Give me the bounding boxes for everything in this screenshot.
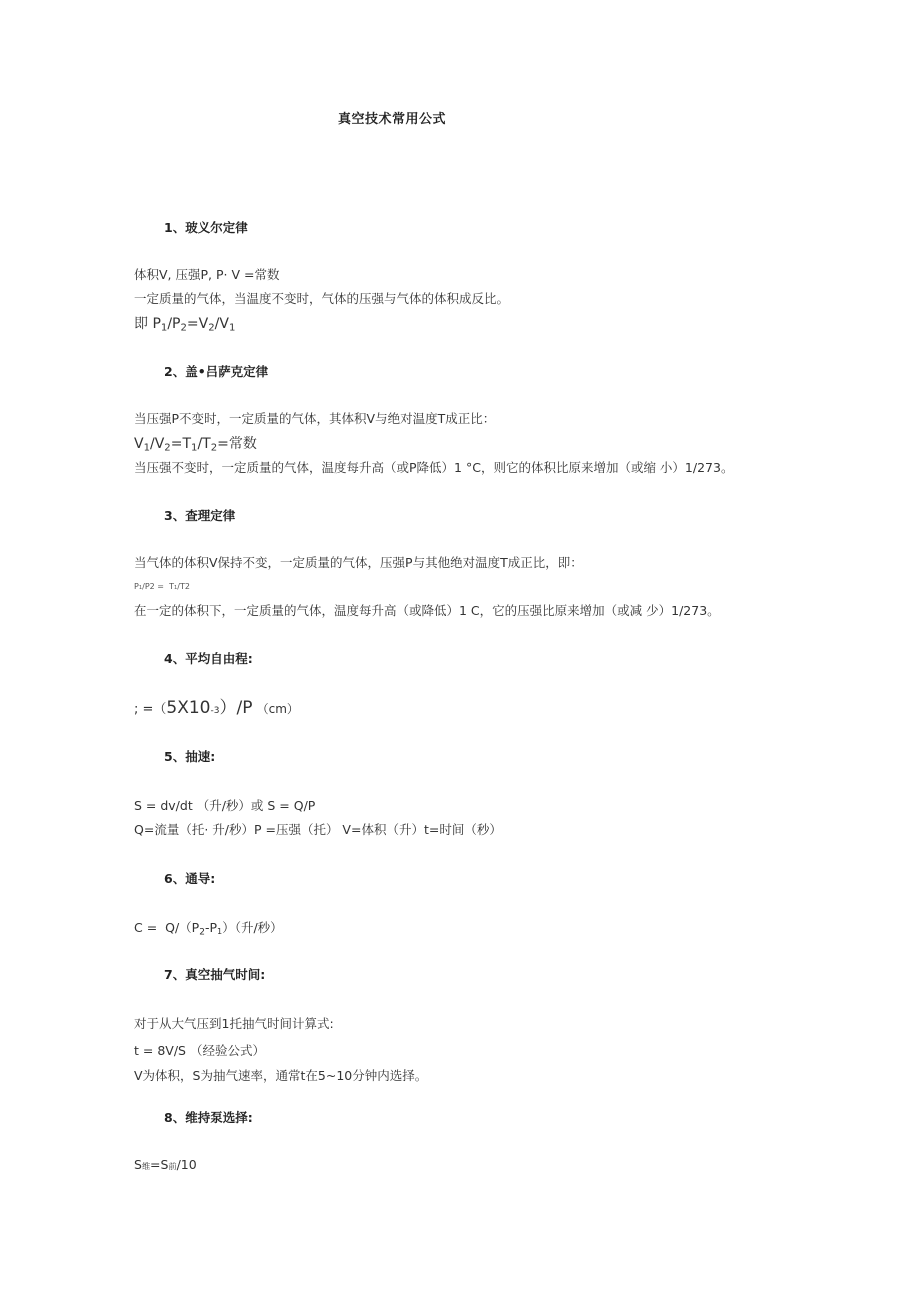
section-2-formula: $V_1/V_2=T_1/T_2=$常数 — [134, 436, 257, 454]
section-3-heading: 3、查理定律 — [164, 508, 236, 523]
section-5-line-1: S = dv/dt （升/秒）或 S = Q/P — [134, 798, 316, 813]
section-1-formula — [134, 313, 235, 333]
section-5-heading: 5、抽速: — [164, 749, 216, 764]
section-8-heading: 8、维持泵选择: — [164, 1110, 253, 1125]
section-6-heading: 6、通导: — [164, 871, 216, 886]
page-title: 真空技术常用公式 — [338, 112, 447, 127]
section-2-line-1: 当压强P不变时，一定质量的气体，其体积V与绝对温度T成正比： — [134, 411, 496, 426]
section-4-formula — [134, 693, 299, 718]
section-1-heading: 1、玻义尔定律 — [164, 220, 248, 235]
section-3-line-1: 当气体的体积V保持不变，一定质量的气体，压强P与其他绝对温度T成正比，即： — [134, 555, 583, 570]
mfp-prefix: ; =（ — [134, 702, 167, 717]
formula-prefix: 即 — [134, 316, 153, 332]
mfp-main: 5X10 — [166, 698, 211, 718]
section-1-line-2: 一定质量的气体，当温度不变时，气体的压强与气体的体积成反比。 — [134, 291, 510, 306]
section-7-line-2: t = 8V/S （经验公式） — [134, 1043, 265, 1058]
section-6-formula: $C = Q/(P_2-P_1)$（升/秒） — [134, 920, 283, 938]
mfp-suffix: ）/P — [219, 698, 253, 718]
mfp-unit: （cm） — [256, 702, 299, 716]
section-5-line-2: Q=流量（托· 升/秒）P =压强（托） V=体积（升）t=时间（秒） — [134, 822, 502, 837]
section-7-line-3: V为体积，S为抽气速率，通常t在5~10分钟内选择。 — [134, 1068, 428, 1083]
boyle-formula: $P_1/P_2=V_2/V_1$ — [152, 316, 236, 334]
section-3-formula: P1/P2 = T1/T2 — [134, 582, 190, 591]
section-2-line-2: 当压强不变时，一定质量的气体，温度每升高（或P降低）1 °C，则它的体积比原来增加（或缩 小）1/273。 — [134, 460, 734, 475]
section-1-line-1: 体积V, 压强P, P· V =常数 — [134, 267, 280, 282]
section-2-heading: 2、盖•吕萨克定律 — [164, 364, 269, 379]
mfp-exp: -3 — [210, 706, 220, 716]
section-3-line-2: 在一定的体积下，一定质量的气体，温度每升高（或降低）1 C，它的压强比原来增加（或减 少）1/273。 — [134, 603, 720, 618]
section-4-heading: 4、平均自由程: — [164, 651, 253, 666]
section-7-line-1: 对于从大气压到1托抽气时间计算式: — [134, 1016, 334, 1031]
section-7-heading: 7、真空抽气时间: — [164, 967, 266, 982]
section-8-formula: S维=S前/10 — [134, 1157, 197, 1172]
